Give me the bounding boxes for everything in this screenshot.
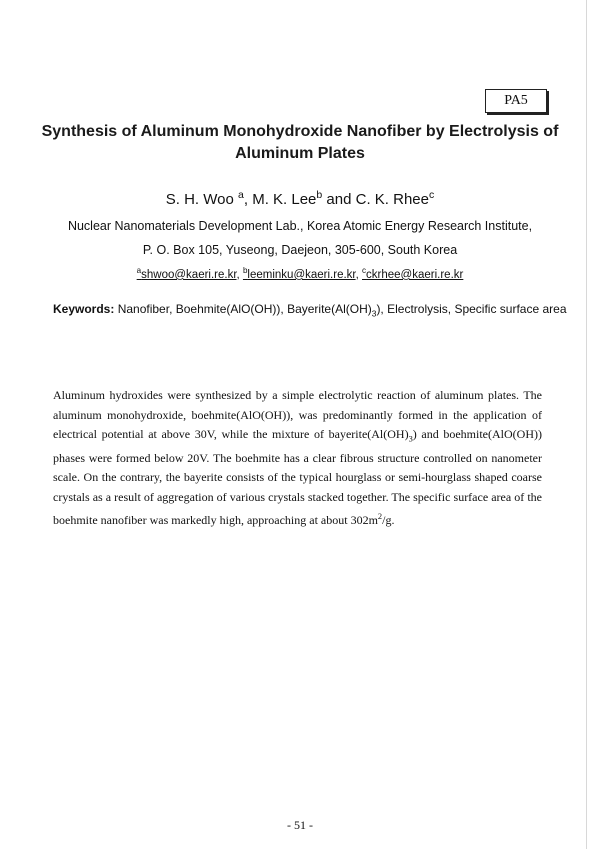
abstract-text: Aluminum hydroxides were synthesized by a simple electrolytic reaction of aluminum plates. The aluminum monohydroxide, boehmite(AlO(OH)), was predominantly formed in the application of electrical potential at above 30V, while the mixture of bayerite(Al(OH) [53,388,542,441]
author-sup: a [238,189,244,201]
keywords-text: Nanofiber, Boehmite(AlO(OH)), Bayerite(Al(OH) [114,302,372,316]
affiliation-line-1: Nuclear Nanomaterials Development Lab., Korea Atomic Energy Research Institute, [67,219,533,233]
keywords-subscript: 3 [371,308,377,319]
abstract-paragraph [53,386,542,531]
author-separator: , [243,191,253,208]
email-link[interactable] [136,266,237,281]
author-sup: c [429,189,435,201]
keywords-text: ), Electrolysis, Specific surface area [376,302,567,316]
keywords-label: Keywords: [53,302,115,316]
paper-code-badge: PA5 [485,89,547,113]
email-address: shwoo@kaeri.re.kr [141,268,237,281]
title-line-2: Aluminum Plates [235,145,365,162]
email-link[interactable] [242,266,356,281]
author-name: M. K. Lee [252,191,317,208]
email-sup: c [362,266,367,275]
email-sup: b [242,266,248,275]
affiliation-line-2: P. O. Box 105, Yuseong, Daejeon, 305-600, South Korea [142,243,458,257]
author-separator: and [322,191,356,208]
author-name: C. K. Rhee [355,191,429,208]
email-sup: a [136,266,142,275]
paper-title [40,121,560,165]
keywords [53,302,573,318]
email-address: leeminku@kaeri.re.kr [247,268,356,281]
abstract-subscript: 3 [408,434,413,444]
author-sup: b [316,189,323,201]
email-list: $^a$shwoo@kaeri.re.kr, $^b$leeminku@kaeri.re.kr, $^c$ckrhee@kaeri.re.kr [136,266,464,281]
title-line-1: Synthesis of Aluminum Monohydroxide Nanofiber by Electrolysis of [41,123,559,140]
email-address: ckrhee@kaeri.re.kr [366,268,464,281]
abstract-text: /g. [382,513,395,528]
author-name: S. H. Woo [165,191,234,208]
email-link[interactable] [362,266,464,281]
abstract-text: ) and boehmite(AlO(OH)) phases were formed below 20V. The boehmite has a clear fibrous structure controlled on nanometer scale. On the contrary, the bayerite consists of the typical hourglass or semi-hourglass shaped coarse crystals as a result of aggregation of various crystals stacked together. The specific surface area of the boehmite nanofiber was markedly high, approaching at about 302m [53,427,542,528]
page-edge-line [586,0,587,849]
abstract-superscript: 2 [377,512,383,522]
author-list [0,189,600,208]
page-number: - 51 - [287,818,313,832]
